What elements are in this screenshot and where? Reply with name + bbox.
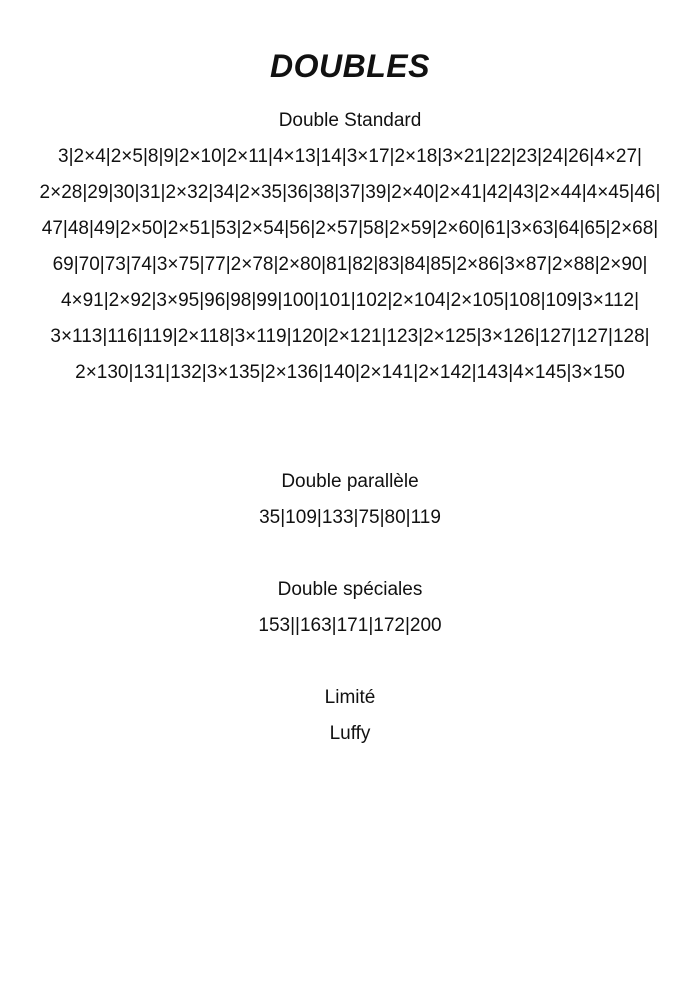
standard-list-line: 3|2×4|2×5|8|9|2×10|2×11|4×13|14|3×17|2×18|3×21|22|23|24|26|4×27| — [58, 146, 642, 167]
section-heading-limite: Limité — [324, 687, 376, 708]
standard-list-line: 2×130|131|132|3×135|2×136|140|2×141|2×142|143|4×145|3×150 — [75, 362, 625, 383]
section-heading-speciales: Double spéciales — [277, 579, 423, 600]
standard-list-line: 3×113|116|119|2×118|3×119|120|2×121|123|2×125|3×126|127|127|128| — [50, 326, 650, 347]
speciales-list: 153||163|171|172|200 — [258, 615, 442, 636]
standard-list-line: 2×28|29|30|31|2×32|34|2×35|36|38|37|39|2×40|2×41|42|43|2×44|4×45|46| — [39, 182, 661, 203]
section-heading-standard: Double Standard — [278, 110, 422, 131]
parallele-list: 35|109|133|75|80|119 — [259, 507, 441, 528]
limite-value: Luffy — [329, 723, 371, 744]
standard-list-line: 4×91|2×92|3×95|96|98|99|100|101|102|2×104|2×105|108|109|3×112| — [60, 290, 640, 311]
section-heading-parallele: Double parallèle — [281, 471, 419, 492]
standard-list-line: 47|48|49|2×50|2×51|53|2×54|56|2×57|58|2×59|2×60|61|3×63|64|65|2×68| — [41, 218, 659, 239]
page-title: DOUBLES — [270, 48, 430, 84]
standard-list-line: 69|70|73|74|3×75|77|2×78|2×80|81|82|83|84|85|2×86|3×87|2×88|2×90| — [52, 254, 648, 275]
